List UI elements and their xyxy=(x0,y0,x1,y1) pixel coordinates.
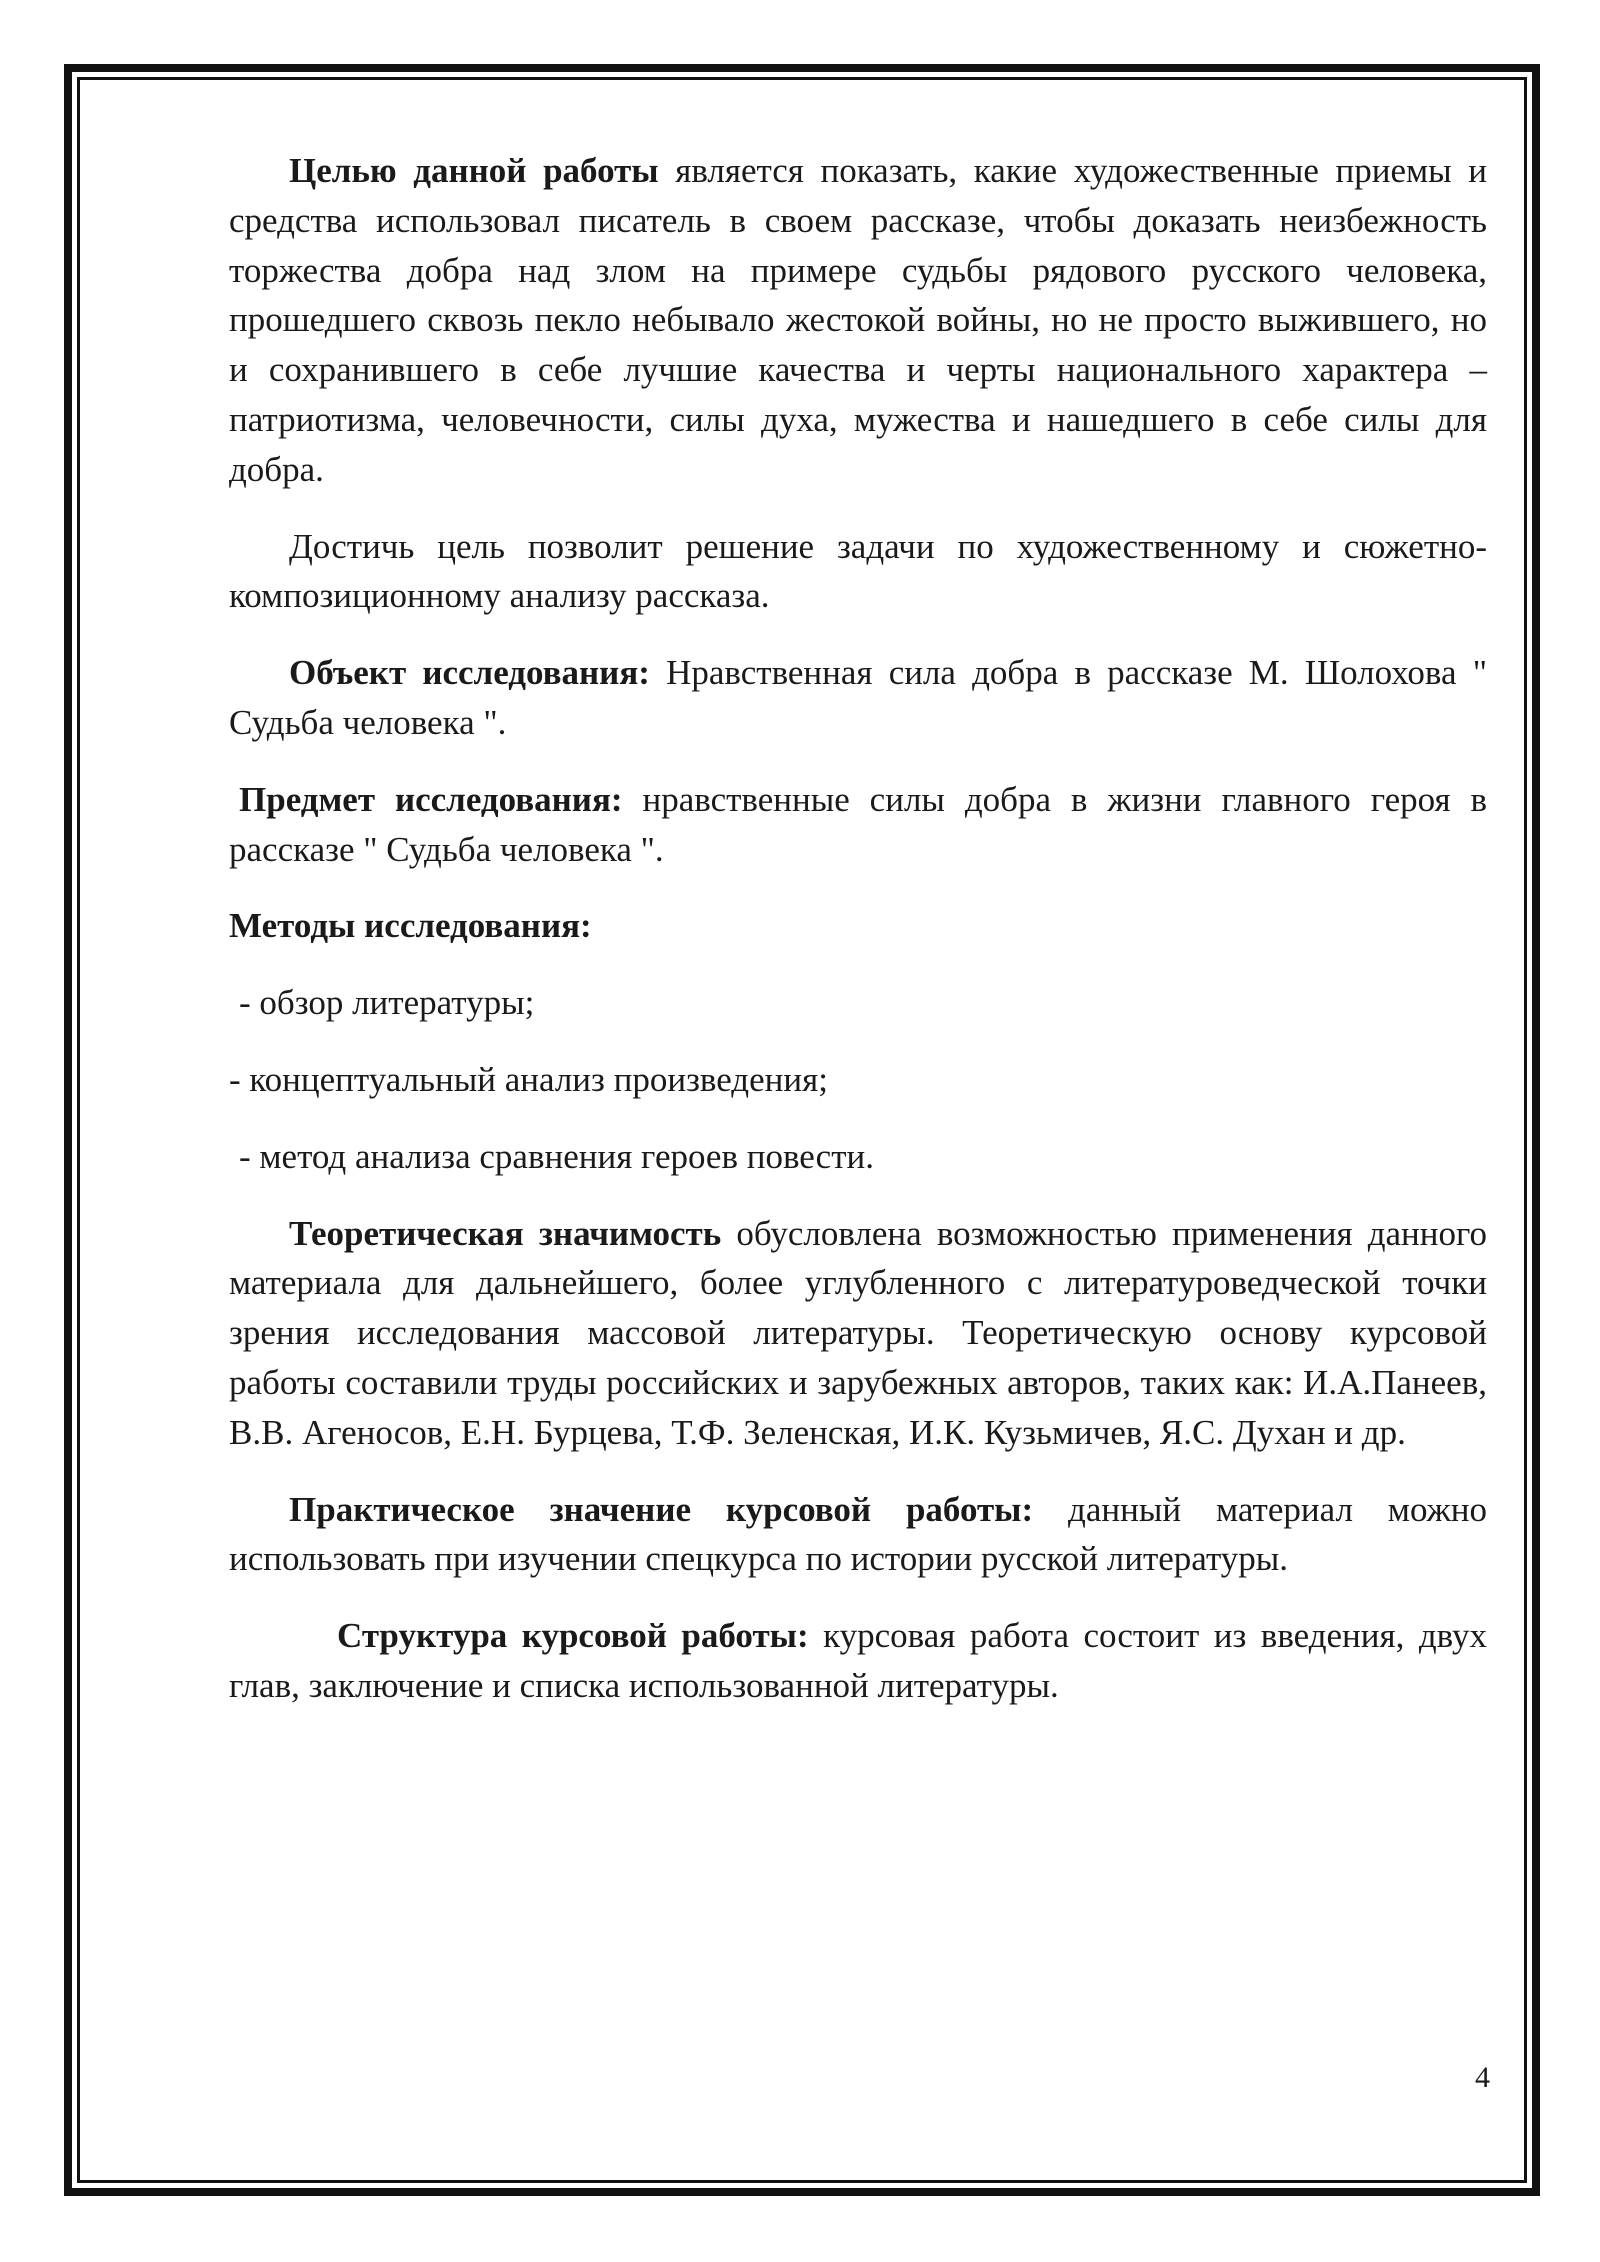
goal-label: Целью данной работы xyxy=(289,151,659,190)
subject-text: нравственные силы добра в жизни главного героя в рассказе " Судьба человека ". xyxy=(229,779,1487,869)
subject-label: Предмет исследования: xyxy=(239,779,623,819)
practice-paragraph xyxy=(229,1485,1487,1585)
structure-text: курсовая работа состоит из введения, двух глав, заключение и списка использованной литературы. xyxy=(229,1616,1487,1705)
structure-paragraph xyxy=(229,1611,1487,1711)
task-paragraph xyxy=(229,522,1487,622)
method-item-2: - концептуальный анализ произведения; xyxy=(229,1059,828,1099)
object-text: Нравственная сила добра в рассказе М. Шолохова " Судьба человека ". xyxy=(229,653,1487,742)
methods-label: Методы исследования: xyxy=(229,906,592,946)
document-body xyxy=(229,146,1487,1738)
task-text: Достичь цель позволит решение задачи по художественному и сюжетно-композиционному анализу рассказа. xyxy=(229,526,1487,616)
subject-paragraph xyxy=(229,775,1487,875)
structure-label: Структура курсовой работы: xyxy=(337,1616,809,1656)
theory-paragraph xyxy=(229,1209,1487,1458)
theory-label: Теоретическая значимость xyxy=(289,1213,722,1253)
method-item-3: - метод анализа сравнения героев повести. xyxy=(239,1136,874,1176)
object-paragraph xyxy=(229,648,1487,748)
practice-text: данный материал можно использовать при изучении спецкурса по истории русской литературы. xyxy=(229,1489,1487,1579)
theory-text: обусловлена возможностью применения данного материала для дальнейшего, более углубленного с литературоведческой точки зрения исследования массовой литературы. Теоретическую основу курсовой работы составили труды российских и зарубежных авторов, таких как: И.А.Панеев, В.В. Агеносов, Е.Н. Бурцева, Т.Ф. Зеленская, И.К. Кузьмичев, Я.С. Духан и др. xyxy=(229,1213,1487,1452)
goal-paragraph xyxy=(229,146,1487,495)
practice-label: Практическое значение курсовой работы: xyxy=(289,1489,1034,1529)
methods-heading xyxy=(229,901,1487,951)
goal-text: является показать, какие художественные приемы и средства использовал писатель в своем рассказе, чтобы доказать неизбежность торжества добра над злом на примере судьбы рядового русского человека, прошедшего сквозь пекло небывало жестокой войны, но не просто выжившего, но и сохранившего в себе лучшие качества и черты национального характера – патриотизма, человечности, силы духа, мужества и нашедшего в себе силы для добра. xyxy=(229,151,1487,489)
method-item-1: - обзор литературы; xyxy=(239,983,535,1023)
object-label: Объект исследования: xyxy=(289,653,650,693)
page-number: 4 xyxy=(1475,2061,1490,2094)
